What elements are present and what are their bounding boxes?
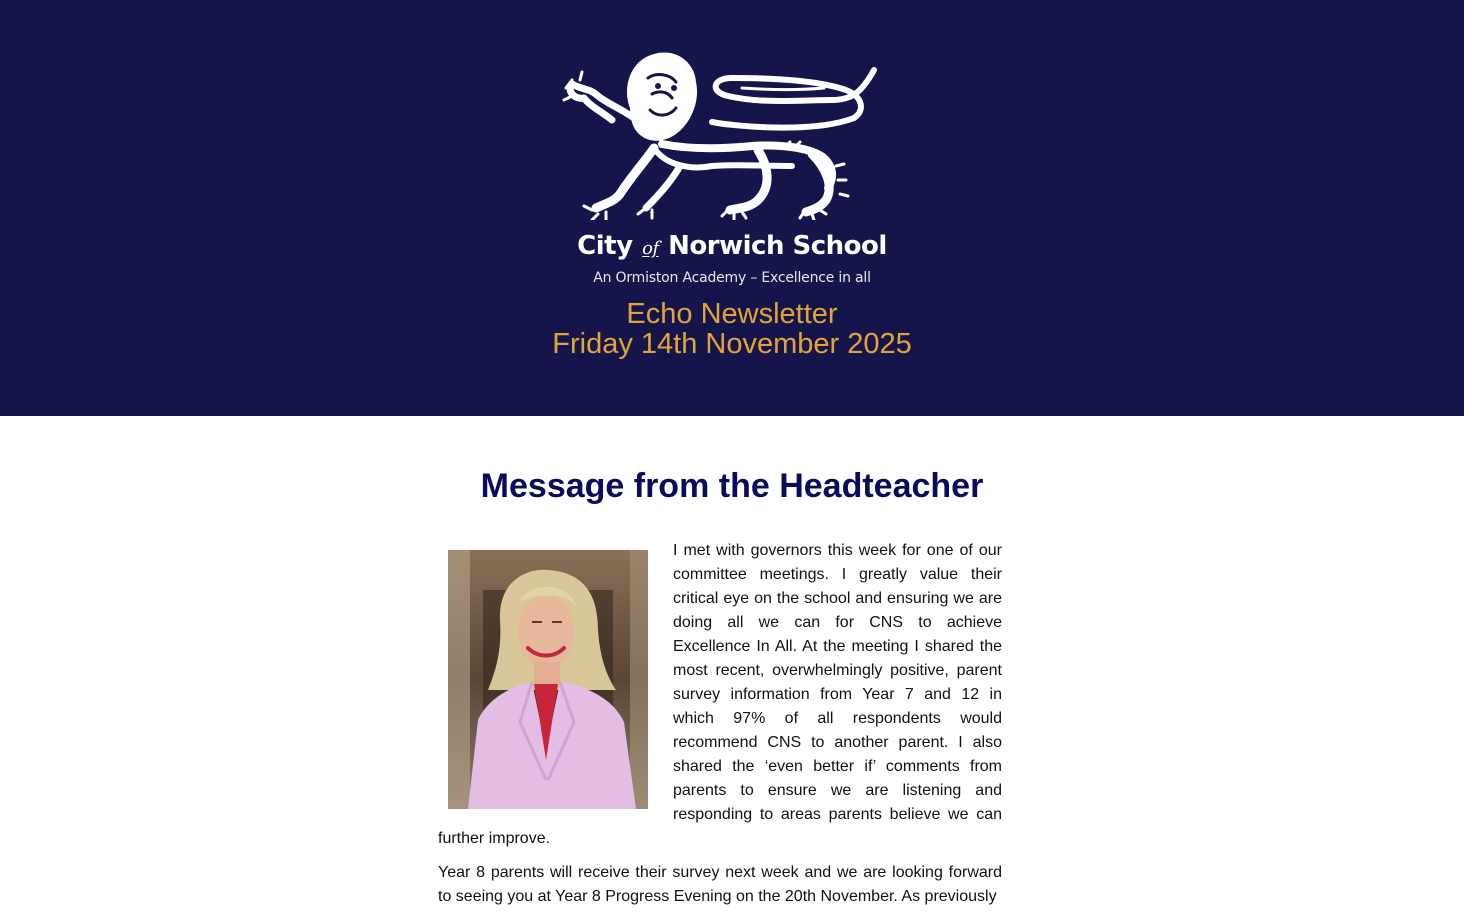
headteacher-photo [448,550,648,809]
school-name [0,229,1464,266]
section-title: Message from the Headteacher [480,467,984,505]
newsletter-date: Friday 14th November 2025 [552,328,912,360]
headteacher-portrait-icon [448,550,648,809]
school-name-norwich: Norwich School [668,231,887,261]
article-paragraph: I met with governors this week for one of our committee meetings. I greatly value their critical eye on the school and ensuring we are doing all we can for CNS to achieve Excellence In All. At the meeting I shared the most recent, overwhelmingly positive, parent survey information from Year 7 and 12 in which 97% of all respondents would recommend CNS to another parent. I also shared the ‘even better if’ comments from parents to ensure we are listening and responding to areas parents believe we can further improve. [438,542,1002,847]
article-body [438,539,1002,919]
newsletter-title-block [0,299,1464,359]
school-name-of: of [642,238,659,259]
newsletter-title: Echo Newsletter [626,298,838,330]
section-title-wrap [0,466,1464,506]
school-name-city: City [577,231,633,261]
article-paragraph: Year 8 parents will receive their survey next week and we are looking forward to seeing you at Year 8 Progress Evening on the 20th November. As previously [438,864,1002,905]
lion-logo-icon [562,48,878,220]
newsletter-header [0,0,1464,416]
school-tagline: An Ormiston Academy – Excellence in all [593,270,871,286]
